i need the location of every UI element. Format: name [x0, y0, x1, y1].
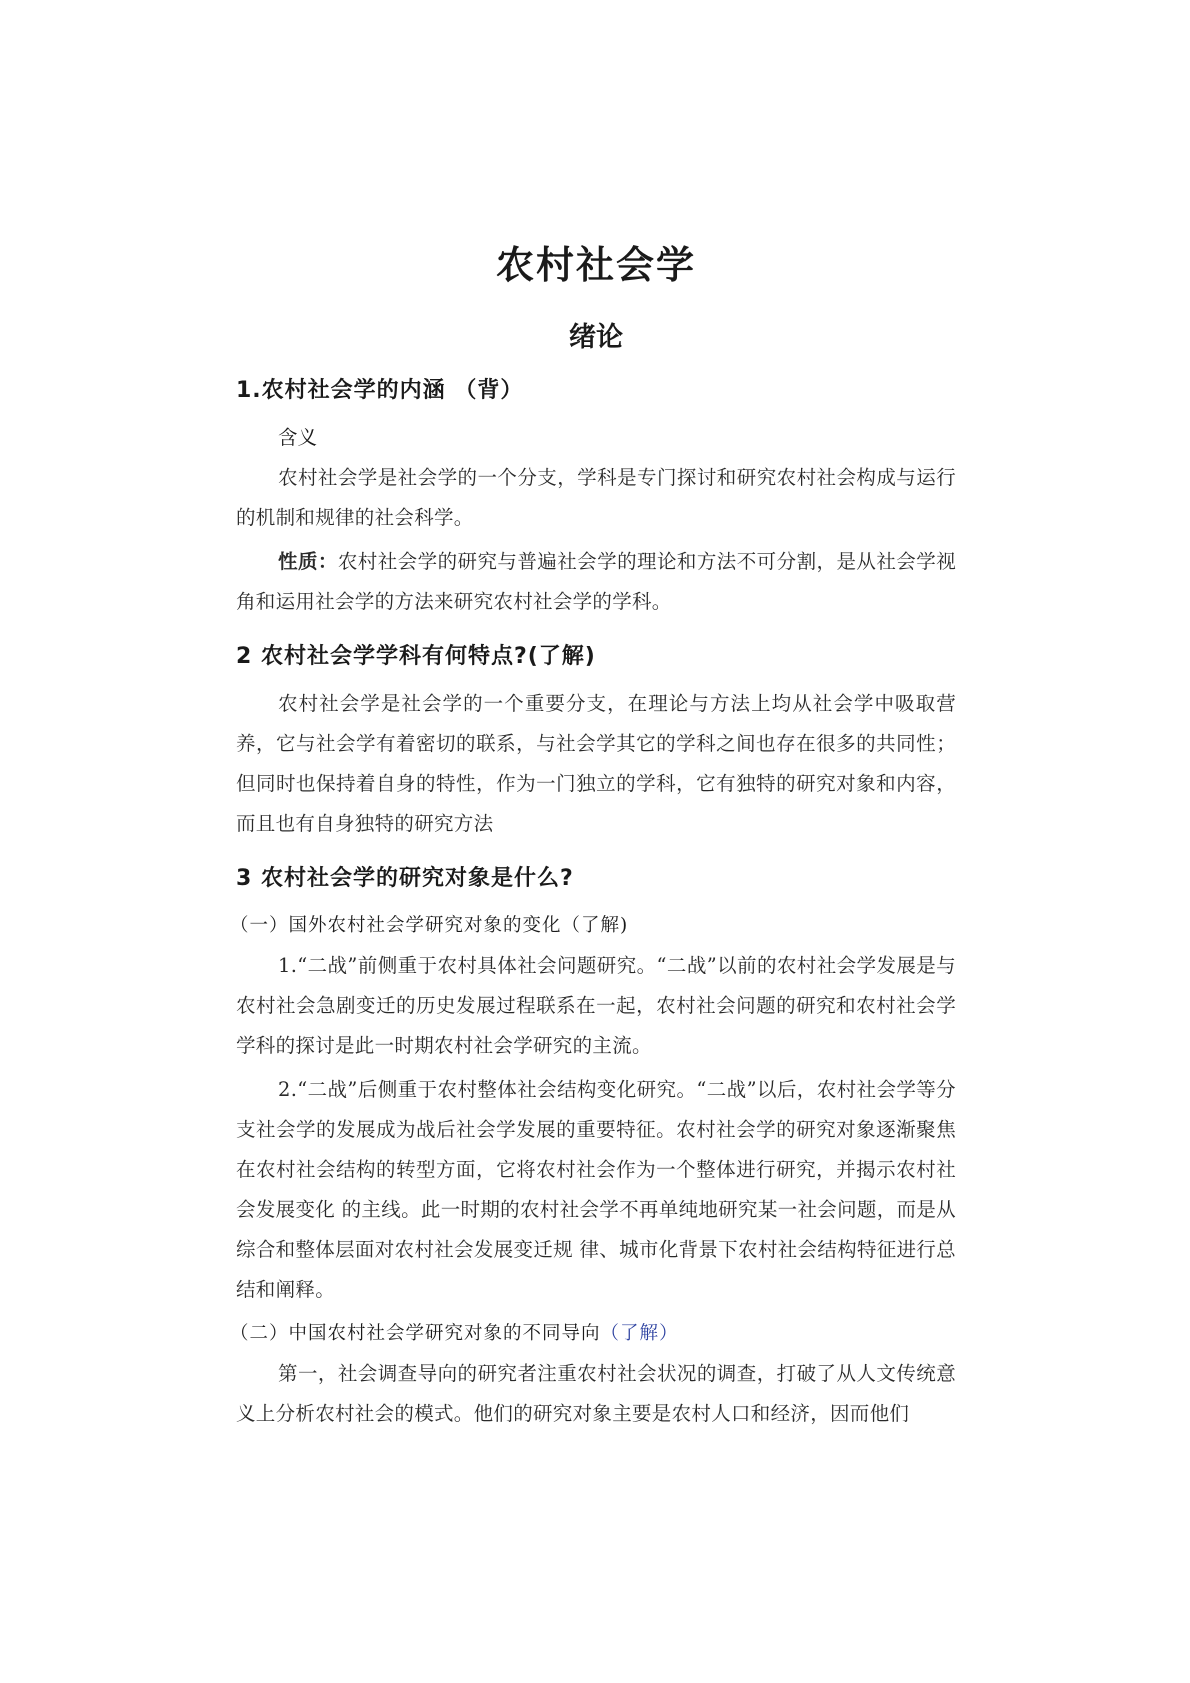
subsection-china-title: （二）中国农村社会学研究对象的不同导向 — [230, 1323, 601, 1344]
features-paragraph: 农村社会学是社会学的一个重要分支，在理论与方法上均从社会学中吸取营养，它与社会学有着密切的联系，与社会学其它的学科之间也存在很多的共同性；但同时也保持着自身的特性，作为一门独立的学科，它有独特的研究对象和内容，而且也有自身独特的研究方法 — [236, 692, 956, 835]
nature-text: 农村社会学的研究与普遍社会学的理论和方法不可分割，是从社会学视角和运用社会学的方法来研究农村社会学的学科。 — [236, 550, 956, 613]
page-content — [230, 236, 956, 1438]
nature-label: 性质： — [278, 550, 338, 573]
postwar-paragraph: 2.“二战”后侧重于农村整体社会结构变化研究。“二战”以后，农村社会学等分支社会学的发展成为战后社会学发展的重要特征。农村社会学的研究对象逐渐聚焦在农村社会结构的转型方面，它将农村社会作为一个整体进行研究，并揭示农村社会发展变化 的主线。此一时期的农村社会学不再单纯地研究某一社会问题，而是从综合和整体层面对农村社会发展变迁规 律、城市化背景下农村社会结构特征进行总结和阐释。 — [236, 1078, 956, 1301]
section-3-heading: 3 农村社会学的研究对象是什么? — [236, 866, 574, 891]
section-1-heading: 1.农村社会学的内涵 （背） — [236, 378, 524, 403]
subsection-china-note: （了解） — [600, 1323, 679, 1344]
nature-paragraph — [236, 542, 956, 622]
meaning-paragraph: 农村社会学是社会学的一个分支，学科是专门探讨和研究农村社会构成与运行的机制和规律的社会科学。 — [236, 466, 956, 529]
prewar-paragraph: 1.“二战”前侧重于农村具体社会问题研究。“二战”以前的农村社会学发展是与农村社会急剧变迁的历史发展过程联系在一起，农村社会问题的研究和农村社会学学科的探讨是此一时期农村社会学研究的主流。 — [236, 954, 956, 1057]
chapter-title: 绪论 — [569, 322, 623, 353]
document-title: 农村社会学 — [495, 243, 696, 287]
survey-orientation-paragraph: 第一，社会调查导向的研究者注重农村社会状况的调查，打破了从人文传统意义上分析农村社会的模式。他们的研究对象主要是农村人口和经济，因而他们 — [236, 1362, 956, 1425]
subsection-foreign-heading: （一）国外农村社会学研究对象的变化（了解) — [230, 915, 629, 936]
meaning-label: 含义 — [278, 426, 318, 449]
subsection-china-heading — [230, 1314, 956, 1354]
section-2-heading: 2 农村社会学学科有何特点?(了解) — [236, 644, 596, 669]
